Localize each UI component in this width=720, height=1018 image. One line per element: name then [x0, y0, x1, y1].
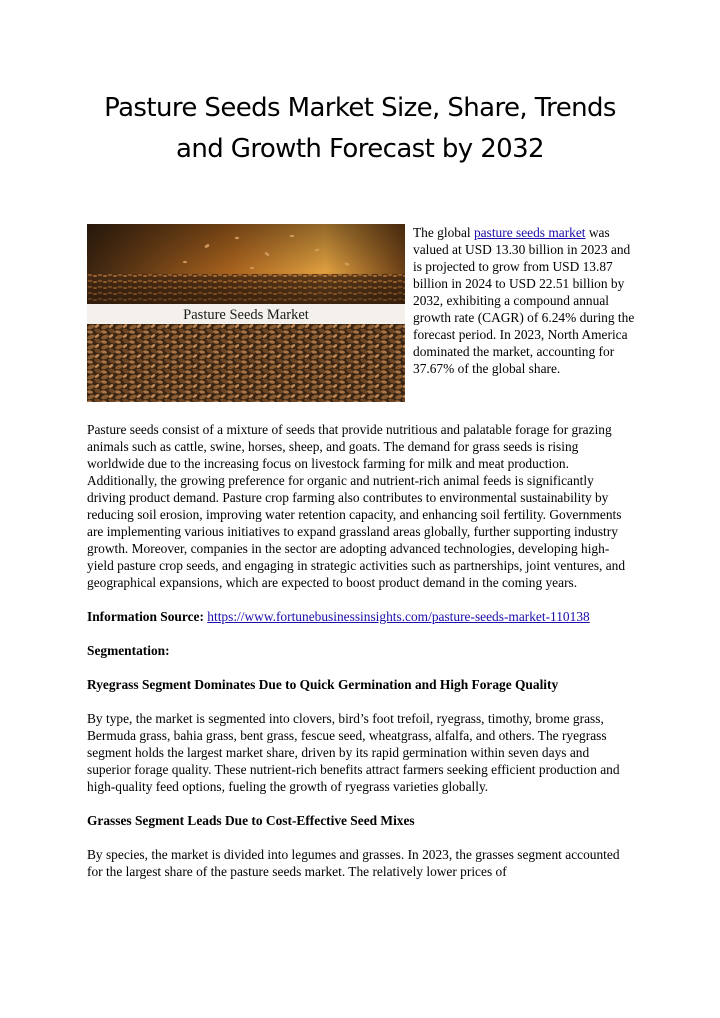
section-paragraph: By species, the market is divided into legumes and grasses. In 2023, the grasses segment accounted for the largest share of the pasture seeds market. The relatively lower prices of: [87, 847, 620, 879]
page-title: [60, 88, 660, 170]
intro-paragraph: [413, 224, 637, 377]
section-heading: [87, 812, 635, 829]
ryegrass-heading: Ryegrass Segment Dominates Due to Quick Germination and High Forage Quality: [87, 677, 559, 692]
section-paragraph: By type, the market is segmented into clovers, bird’s foot trefoil, ryegrass, timothy, brome grass, Bermuda grass, bahia grass, bent grass, fescue seed, wheatgrass, alfalfa, and others. The ryegrass segment holds the largest market share, driven by its rapid germination within seven days and superior forage quality. These nutrient-rich benefits attract farmers seeking efficient production and high-quality feed options, fueling the growth of ryegrass varieties globally.: [87, 711, 620, 794]
title-line-2: and Growth Forecast by 2032: [176, 134, 544, 164]
main-content: [87, 421, 635, 897]
section-heading: [87, 676, 635, 693]
intro-text-after: was valued at USD 13.30 billion in 2023 and is projected to grow from USD 13.87 billion in 2024 to USD 22.51 billion by 2032, exhibiting a compound annual growth rate (CAGR) of 6.24% during the forecast period. In 2023, North America dominated the market, accounting for 37.67% of the global share.: [413, 225, 635, 376]
grasses-heading: Grasses Segment Leads Due to Cost-Effective Seed Mixes: [87, 813, 415, 828]
source-label: Information Source:: [87, 609, 204, 624]
segmentation-heading-text: Segmentation:: [87, 643, 170, 658]
intro-text-before: The global: [413, 225, 474, 240]
information-source: [87, 608, 635, 625]
source-link[interactable]: https://www.fortunebusinessinsights.com/pasture-seeds-market-110138: [207, 609, 590, 624]
title-line-1: Pasture Seeds Market Size, Share, Trends: [104, 93, 616, 123]
hero-caption: Pasture Seeds Market: [183, 307, 309, 323]
hero-image: [87, 224, 405, 402]
pasture-seeds-market-link[interactable]: pasture seeds market: [473, 225, 586, 240]
overview-paragraph: Pasture seeds consist of a mixture of seeds that provide nutritious and palatable forage for grazing animals such as cattle, swine, horses, sheep, and goats. The demand for grass seeds is rising worldwide due to the increasing focus on livestock farming for milk and meat production. Additionally, the growing preference for organic and nutrient-rich animal feeds is significantly driving product demand. Pasture crop farming also contributes to environmental sustainability by reducing soil erosion, improving water retention capacity, and enhancing soil fertility. Governments are implementing various initiatives to expand grassland areas globally, further supporting industry growth. Moreover, companies in the sector are adopting advanced technologies, developing high-yield pasture crop seeds, and engaging in strategic activities such as partnerships, joint ventures, and geographical expansions, which are expected to boost product demand in the coming years.: [87, 422, 626, 590]
segmentation-heading: [87, 642, 635, 659]
